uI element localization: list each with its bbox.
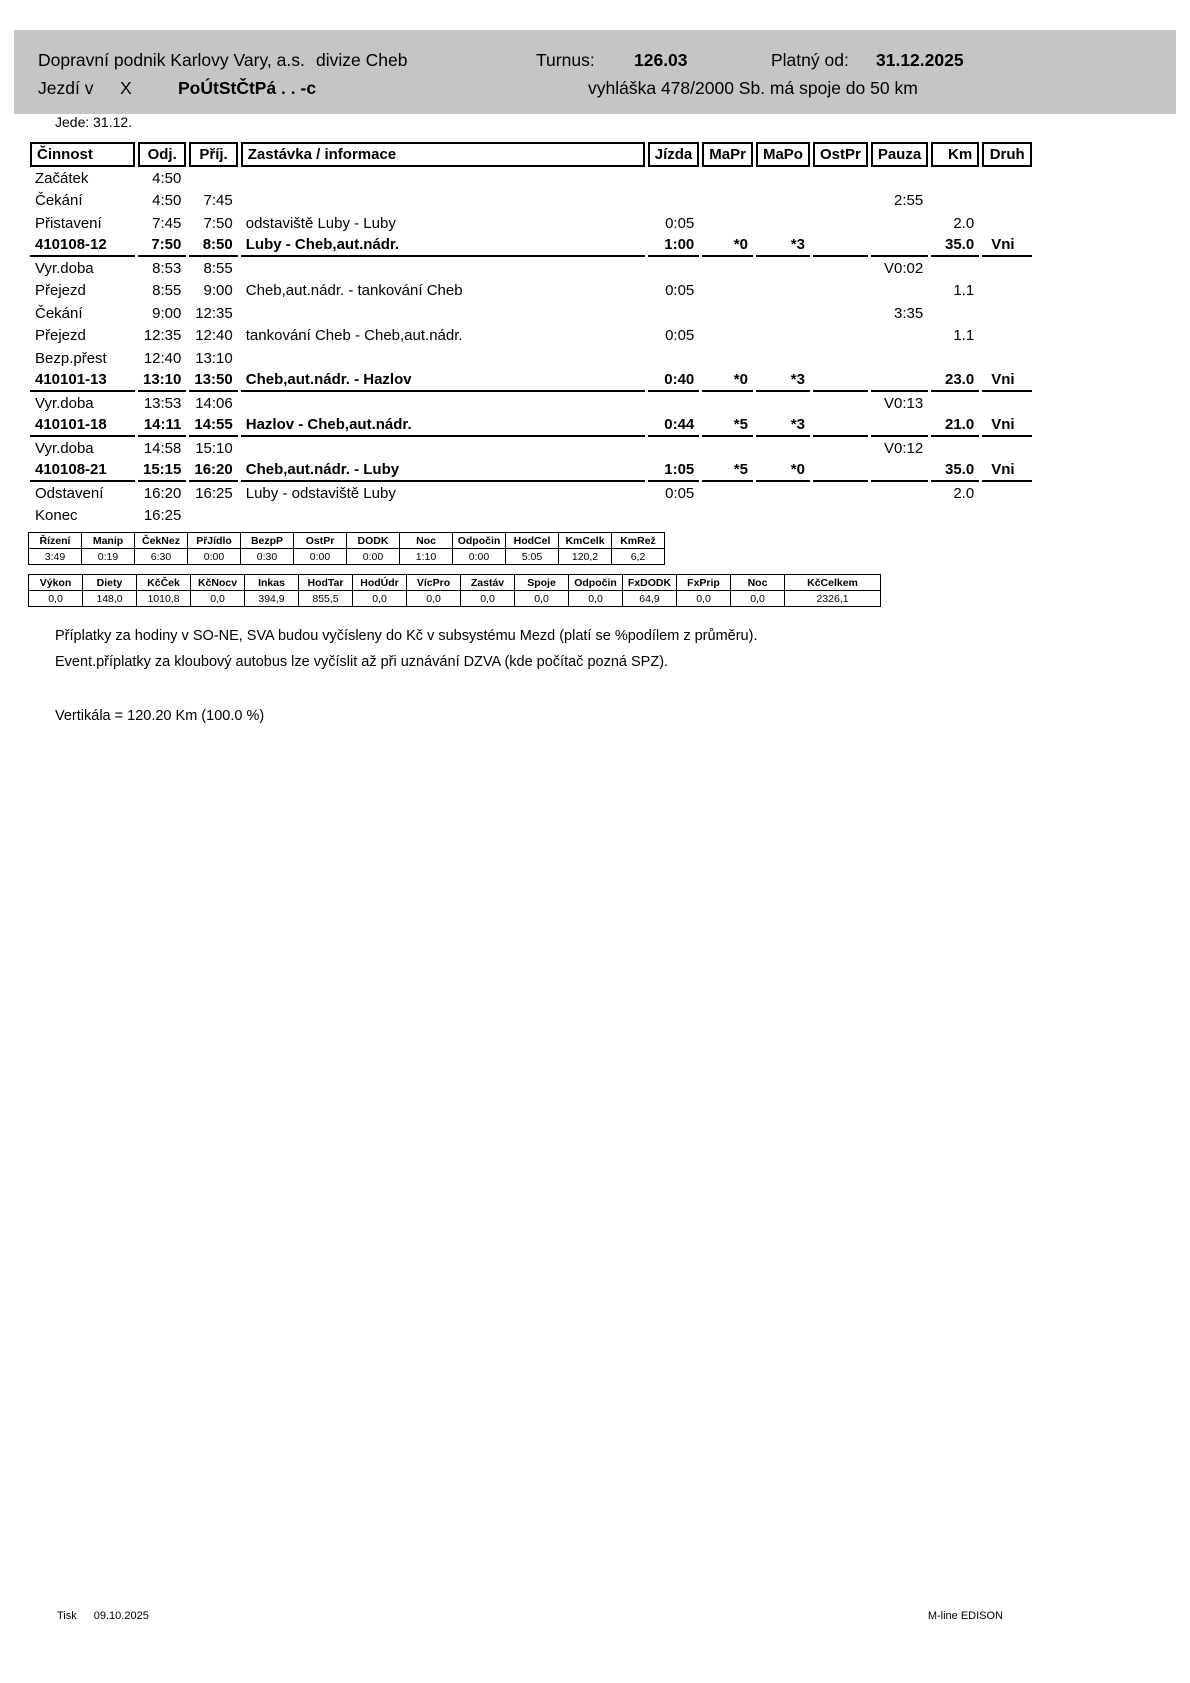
summary-hours-column-header: OstPr — [294, 533, 347, 549]
summary-money-table — [28, 574, 881, 607]
summary-hours-column-header: KmRež — [612, 533, 665, 549]
schedule-cell — [648, 505, 700, 528]
turnus-label: Turnus: — [536, 50, 595, 70]
schedule-cell: 8:50 — [189, 235, 237, 258]
schedule-cell: 410108-21 — [30, 460, 135, 483]
schedule-cell — [702, 212, 753, 235]
schedule-cell: 35.0 — [931, 460, 979, 483]
schedule-cell: *0 — [702, 235, 753, 258]
schedule-cell — [648, 347, 700, 370]
schedule-cell — [982, 190, 1032, 213]
schedule-cell — [931, 302, 979, 325]
schedule-cell — [931, 257, 979, 280]
schedule-cell — [931, 392, 979, 415]
schedule-row — [30, 347, 1032, 370]
print-label: Tisk — [57, 1610, 77, 1622]
summary-money-column-header: KčČek — [137, 575, 191, 591]
schedule-cell: 7:45 — [152, 214, 182, 232]
schedule-cell — [813, 347, 868, 370]
schedule-cell: odstaviště Luby - Luby — [245, 214, 396, 232]
summary-money-header-row — [29, 575, 881, 591]
schedule-cell — [648, 257, 700, 280]
schedule-cell — [241, 190, 645, 213]
schedule-cell — [756, 280, 810, 303]
schedule-cell: 13:10 — [138, 370, 186, 393]
schedule-cell — [982, 325, 1032, 348]
vertikala-summary: Vertikála = 120.20 Km (100.0 %) — [55, 708, 265, 724]
schedule-cell — [813, 280, 868, 303]
schedule-cell: Hazlov - Cheb,aut.nádr. — [241, 415, 645, 438]
summary-money-value: 64,9 — [623, 591, 677, 607]
schedule-cell — [931, 167, 979, 190]
summary-hours-value: 0:00 — [294, 549, 347, 565]
schedule-cell: Vni — [982, 370, 1032, 393]
summary-money-value: 1010,8 — [137, 591, 191, 607]
schedule-cell — [702, 325, 753, 348]
schedule-cell: 8:55 — [203, 259, 233, 277]
summary-hours-value: 6,2 — [612, 549, 665, 565]
schedule-cell: 15:15 — [138, 460, 186, 483]
schedule-cell — [813, 257, 868, 280]
summary-money-column-header: HodTar — [299, 575, 353, 591]
summary-hours-value: 0:00 — [453, 549, 506, 565]
schedule-cell: 9:00 — [203, 282, 233, 300]
schedule-cell: 2.0 — [953, 214, 975, 232]
schedule-cell: 3:35 — [893, 304, 924, 322]
schedule-cell — [982, 437, 1032, 460]
schedule-cell — [702, 302, 753, 325]
schedule-column-header: MaPo — [756, 142, 810, 167]
schedule-cell: Vni — [982, 460, 1032, 483]
schedule-row — [30, 235, 1032, 258]
schedule-cell: Přejezd — [35, 282, 86, 300]
summary-money-column-header: Noc — [731, 575, 785, 591]
schedule-cell — [982, 347, 1032, 370]
summary-money-value: 0,0 — [731, 591, 785, 607]
days-pattern: PoÚtStČtPá . . -c — [178, 78, 317, 98]
schedule-cell: Cheb,aut.nádr. - tankování Cheb — [245, 282, 463, 300]
print-date: 09.10.2025 — [93, 1610, 149, 1622]
schedule-column-header: Druh — [982, 142, 1032, 167]
schedule-cell: 16:20 — [143, 484, 182, 502]
summary-hours-value: 0:00 — [188, 549, 241, 565]
schedule-header-row — [30, 142, 1032, 167]
schedule-cell — [871, 460, 928, 483]
schedule-cell — [241, 505, 645, 528]
schedule-cell: Začátek — [35, 169, 89, 187]
schedule-cell: V0:13 — [883, 394, 924, 412]
summary-money-value: 0,0 — [353, 591, 407, 607]
schedule-cell: Vni — [982, 235, 1032, 258]
schedule-cell: Bezp.přest — [35, 349, 107, 367]
schedule-cell: Odstavení — [35, 484, 104, 502]
schedule-cell — [813, 392, 868, 415]
schedule-cell — [702, 505, 753, 528]
schedule-cell — [241, 167, 645, 190]
schedule-cell: *3 — [756, 370, 810, 393]
schedule-column-header: Jízda — [648, 142, 700, 167]
schedule-cell — [702, 280, 753, 303]
schedule-cell — [982, 482, 1032, 505]
summary-hours-value: 1:10 — [400, 549, 453, 565]
schedule-cell — [931, 437, 979, 460]
schedule-cell: Cheb,aut.nádr. - Hazlov — [241, 370, 645, 393]
schedule-cell: 7:50 — [138, 235, 186, 258]
service-date-note: Jede: 31.12. — [55, 114, 133, 130]
summary-hours-column-header: HodCel — [506, 533, 559, 549]
schedule-cell — [756, 482, 810, 505]
summary-money-value: 148,0 — [83, 591, 137, 607]
schedule-cell — [813, 437, 868, 460]
schedule-cell — [813, 505, 868, 528]
schedule-cell — [982, 392, 1032, 415]
summary-hours-table — [28, 532, 665, 565]
summary-hours-value: 0:00 — [347, 549, 400, 565]
schedule-cell: Cheb,aut.nádr. - Luby — [241, 460, 645, 483]
valid-from-label: Platný od: — [771, 50, 849, 70]
schedule-cell — [813, 235, 868, 258]
schedule-column-header: Zastávka / informace — [241, 142, 645, 167]
schedule-cell — [982, 280, 1032, 303]
schedule-cell — [189, 167, 237, 190]
schedule-cell — [702, 190, 753, 213]
schedule-row — [30, 280, 1032, 303]
schedule-cell: 1.1 — [953, 282, 975, 300]
schedule-cell — [756, 212, 810, 235]
schedule-cell: 12:40 — [195, 327, 233, 345]
schedule-cell — [756, 302, 810, 325]
schedule-cell: 16:25 — [195, 484, 233, 502]
schedule-cell: 4:50 — [152, 192, 182, 210]
summary-hours-value: 0:30 — [241, 549, 294, 565]
surcharge-note-1: Příplatky za hodiny v SO-NE, SVA budou vyčísleny do Kč v subsystému Mezd (platí se %podílem z průměru). — [55, 628, 758, 644]
schedule-cell — [756, 392, 810, 415]
summary-hours-column-header: Řízení — [29, 533, 82, 549]
summary-money-value: 0,0 — [569, 591, 623, 607]
schedule-cell: Vni — [982, 415, 1032, 438]
schedule-column-header: OstPr — [813, 142, 868, 167]
summary-hours-column-header: Manip — [82, 533, 135, 549]
schedule-cell — [813, 302, 868, 325]
schedule-cell — [702, 167, 753, 190]
schedule-cell: Luby - odstaviště Luby — [245, 484, 396, 502]
schedule-cell: 13:10 — [195, 349, 233, 367]
schedule-row — [30, 415, 1032, 438]
schedule-column-header: MaPr — [702, 142, 753, 167]
schedule-cell — [871, 235, 928, 258]
schedule-cell — [982, 212, 1032, 235]
summary-money-column-header: Odpočin — [569, 575, 623, 591]
schedule-cell: Přejezd — [35, 327, 86, 345]
summary-money-value: 394,9 — [245, 591, 299, 607]
summary-money-value: 0,0 — [461, 591, 515, 607]
schedule-cell: 16:20 — [189, 460, 237, 483]
schedule-row — [30, 460, 1032, 483]
division-name: divize Cheb — [316, 50, 408, 70]
schedule-cell — [813, 325, 868, 348]
schedule-cell — [982, 505, 1032, 528]
schedule-cell: Vyr.doba — [35, 259, 94, 277]
summary-money-value: 0,0 — [677, 591, 731, 607]
schedule-cell: *3 — [756, 235, 810, 258]
schedule-column-header: Km — [931, 142, 979, 167]
schedule-cell — [931, 190, 979, 213]
schedule-cell: 14:06 — [195, 394, 233, 412]
summary-hours-value: 3:49 — [29, 549, 82, 565]
schedule-cell: 16:25 — [143, 507, 182, 525]
schedule-cell: 12:35 — [195, 304, 233, 322]
schedule-cell — [702, 392, 753, 415]
schedule-cell — [648, 167, 700, 190]
schedule-cell: 7:50 — [203, 214, 233, 232]
schedule-cell: *3 — [756, 415, 810, 438]
summary-money-column-header: Výkon — [29, 575, 83, 591]
summary-hours-column-header: PřJídlo — [188, 533, 241, 549]
summary-hours-value: 6:30 — [135, 549, 188, 565]
schedule-cell — [756, 257, 810, 280]
summary-money-value: 0,0 — [515, 591, 569, 607]
summary-hours-value: 120,2 — [559, 549, 612, 565]
schedule-cell — [813, 460, 868, 483]
summary-money-value-row — [29, 591, 881, 607]
summary-hours-value-row — [29, 549, 665, 565]
schedule-cell: 1.1 — [953, 327, 975, 345]
schedule-cell: tankování Cheb - Cheb,aut.nádr. — [245, 327, 463, 345]
schedule-row — [30, 437, 1032, 460]
summary-money-value: 0,0 — [191, 591, 245, 607]
schedule-cell: 0:40 — [648, 370, 700, 393]
schedule-cell: 14:58 — [143, 439, 182, 457]
schedule-cell: V0:12 — [883, 439, 924, 457]
schedule-row — [30, 325, 1032, 348]
schedule-cell — [756, 347, 810, 370]
schedule-cell — [813, 212, 868, 235]
summary-money-column-header: HodÚdr — [353, 575, 407, 591]
schedule-cell: Čekání — [35, 304, 83, 322]
company-name: Dopravní podnik Karlovy Vary, a.s. — [38, 50, 305, 70]
schedule-column-header: Pauza — [871, 142, 928, 167]
schedule-cell — [871, 212, 928, 235]
schedule-header — [30, 142, 1032, 167]
schedule-cell — [241, 302, 645, 325]
schedule-body — [30, 167, 1032, 527]
schedule-cell — [931, 505, 979, 528]
schedule-cell — [702, 257, 753, 280]
schedule-cell: 35.0 — [931, 235, 979, 258]
summary-hours-column-header: Odpočin — [453, 533, 506, 549]
summary-hours-column-header: DODK — [347, 533, 400, 549]
schedule-row — [30, 167, 1032, 190]
schedule-column-header: Činnost — [30, 142, 135, 167]
schedule-cell: 13:50 — [189, 370, 237, 393]
schedule-cell: Luby - Cheb,aut.nádr. — [241, 235, 645, 258]
summary-money-column-header: Diety — [83, 575, 137, 591]
jezdi-flag: X — [120, 78, 132, 98]
schedule-cell — [648, 392, 700, 415]
summary-money-column-header: KčCelkem — [785, 575, 881, 591]
schedule-cell — [702, 437, 753, 460]
schedule-row — [30, 370, 1032, 393]
schedule-cell — [648, 302, 700, 325]
summary-money-column-header: KčNocv — [191, 575, 245, 591]
schedule-cell: 21.0 — [931, 415, 979, 438]
schedule-cell — [871, 482, 928, 505]
summary-money-value: 2326,1 — [785, 591, 881, 607]
schedule-cell: 14:11 — [138, 415, 186, 438]
summary-money-value: 0,0 — [407, 591, 461, 607]
schedule-cell: 8:55 — [152, 282, 182, 300]
software-brand: M-line EDISON — [927, 1610, 1003, 1622]
valid-from-date: 31.12.2025 — [876, 50, 964, 70]
schedule-row — [30, 190, 1032, 213]
schedule-cell — [756, 437, 810, 460]
schedule-cell — [756, 167, 810, 190]
schedule-row — [30, 392, 1032, 415]
schedule-cell — [189, 505, 237, 528]
schedule-cell — [241, 392, 645, 415]
summary-hours-header-row — [29, 533, 665, 549]
schedule-cell: *5 — [702, 415, 753, 438]
schedule-cell — [982, 257, 1032, 280]
summary-money-column-header: Inkas — [245, 575, 299, 591]
schedule-cell — [931, 347, 979, 370]
schedule-cell — [648, 190, 700, 213]
schedule-cell: 2:55 — [893, 192, 924, 210]
schedule-row — [30, 302, 1032, 325]
schedule-cell: 14:55 — [189, 415, 237, 438]
jezdi-label: Jezdí v — [38, 78, 94, 98]
schedule-cell — [813, 482, 868, 505]
schedule-cell — [871, 280, 928, 303]
schedule-cell: 1:05 — [648, 460, 700, 483]
summary-hours-column-header: ČekNez — [135, 533, 188, 549]
summary-hours-value: 0:19 — [82, 549, 135, 565]
page-header-band — [14, 30, 1176, 114]
summary-money-column-header: Zastáv — [461, 575, 515, 591]
schedule-cell: 13:53 — [143, 394, 182, 412]
schedule-cell: 410108-12 — [30, 235, 135, 258]
schedule-cell — [813, 167, 868, 190]
schedule-column-header: Odj. — [138, 142, 186, 167]
schedule-cell — [813, 370, 868, 393]
schedule-cell — [756, 190, 810, 213]
schedule-cell — [871, 325, 928, 348]
schedule-row — [30, 257, 1032, 280]
schedule-cell: 4:50 — [152, 169, 182, 187]
schedule-cell — [702, 482, 753, 505]
schedule-cell — [813, 190, 868, 213]
schedule-cell: Přistavení — [35, 214, 102, 232]
schedule-cell — [871, 415, 928, 438]
schedule-cell: 410101-13 — [30, 370, 135, 393]
schedule-column-header: Příj. — [189, 142, 237, 167]
schedule-cell — [871, 167, 928, 190]
summary-money-column-header: Spoje — [515, 575, 569, 591]
schedule-cell — [756, 505, 810, 528]
schedule-cell — [702, 347, 753, 370]
schedule-cell — [241, 257, 645, 280]
schedule-cell — [982, 302, 1032, 325]
schedule-cell: 15:10 — [195, 439, 233, 457]
turnus-value: 126.03 — [634, 50, 688, 70]
schedule-cell: Konec — [35, 507, 78, 525]
schedule-cell — [982, 167, 1032, 190]
schedule-cell: 12:40 — [143, 349, 182, 367]
schedule-cell: *0 — [702, 370, 753, 393]
schedule-cell: 2.0 — [953, 484, 975, 502]
schedule-cell: 0:05 — [665, 484, 695, 502]
schedule-cell: 12:35 — [143, 327, 182, 345]
summary-money-value: 0,0 — [29, 591, 83, 607]
decree-note: vyhláška 478/2000 Sb. má spoje do 50 km — [588, 78, 918, 98]
schedule-cell: 0:44 — [648, 415, 700, 438]
schedule-cell: V0:02 — [883, 259, 924, 277]
schedule-cell: Vyr.doba — [35, 439, 94, 457]
schedule-cell: Čekání — [35, 192, 83, 210]
schedule-row — [30, 212, 1032, 235]
schedule-cell: Vyr.doba — [35, 394, 94, 412]
schedule-cell — [871, 370, 928, 393]
summary-hours-column-header: BezpP — [241, 533, 294, 549]
summary-hours-value: 5:05 — [506, 549, 559, 565]
schedule-cell: 0:05 — [665, 282, 695, 300]
schedule-cell: 0:05 — [665, 214, 695, 232]
schedule-row — [30, 482, 1032, 505]
surcharge-note-2: Event.příplatky za kloubový autobus lze vyčíslit až při uznávání DZVA (kde počítač pozná SPZ). — [55, 654, 669, 670]
schedule-cell: 8:53 — [152, 259, 182, 277]
schedule-cell: *5 — [702, 460, 753, 483]
schedule-cell — [756, 325, 810, 348]
schedule-cell: 7:45 — [203, 192, 233, 210]
schedule-cell — [648, 437, 700, 460]
summary-money-column-header: FxDODK — [623, 575, 677, 591]
summary-money-column-header: VícPro — [407, 575, 461, 591]
summary-hours-column-header: Noc — [400, 533, 453, 549]
schedule-cell: 9:00 — [152, 304, 182, 322]
schedule-cell: 1:00 — [648, 235, 700, 258]
schedule-cell: 410101-18 — [30, 415, 135, 438]
schedule-cell — [871, 505, 928, 528]
summary-money-value: 855,5 — [299, 591, 353, 607]
schedule-cell — [871, 347, 928, 370]
schedule-cell: 0:05 — [665, 327, 695, 345]
duty-schedule-table — [27, 142, 1035, 527]
summary-hours-column-header: KmCelk — [559, 533, 612, 549]
schedule-cell: *0 — [756, 460, 810, 483]
schedule-cell: 23.0 — [931, 370, 979, 393]
schedule-cell — [813, 415, 868, 438]
print-info — [57, 1610, 149, 1622]
schedule-cell — [241, 347, 645, 370]
summary-money-column-header: FxPrip — [677, 575, 731, 591]
schedule-cell — [241, 437, 645, 460]
schedule-row — [30, 505, 1032, 528]
